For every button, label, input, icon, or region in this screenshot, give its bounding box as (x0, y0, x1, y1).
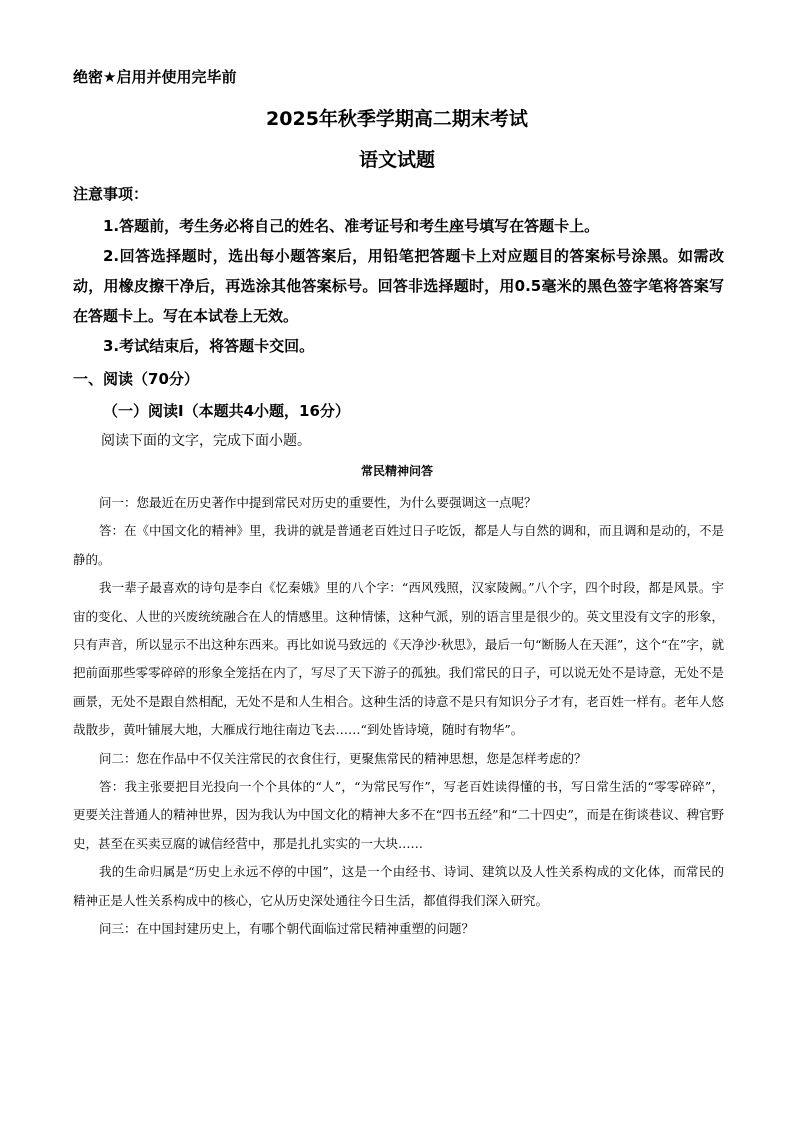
passage-paragraph: 我一辈子最喜欢的诗句是李白《忆秦娥》里的八个字：“西风残照，汉家陵阙。”八个字，四个时段，都是风景。宇宙的变化、人世的兴废统统融合在人的情感里。这种情愫，这种气派，别的语言里是很少的。英文里没有文字的形象，只有声音，所以显示不出这种东西来。再比如说马致远的《天净沙·秋思》，最后一句“断肠人在天涯”，这个“在”字，就把前面那些零零碎碎的形象全笼括在内了，写尽了天下游子的孤独。我们常民的日子，可以说无处不是诗意，无处不是画景，无处不是跟自然相配，无处不是和人生相合。这种生活的诗意不是只有知识分子才有，老百姓一样有。老年人悠哉散步，黄叶铺展大地，大雁成行地往南边飞去……“到处皆诗境，随时有物华”。 (73, 580, 724, 738)
section-heading: 一、阅读（70分） (73, 370, 199, 388)
exam-subtitle: 语文试题 (358, 149, 435, 171)
reading-instruction: 阅读下面的文字，完成下面小题。 (101, 433, 311, 449)
confidential-label: 绝密★启用并使用完毕前 (73, 68, 237, 86)
passage-paragraph: 答：在《中国文化的精神》里，我讲的就是普通老百姓过日子吃饭，都是人与自然的调和，而且调和是动的，不是静的。 (73, 523, 725, 567)
passage-body (73, 489, 724, 944)
notes-list (73, 211, 724, 361)
note-item: 3.考试结束后，将答题卡交回。 (103, 337, 315, 355)
passage-paragraph: 我的生命归属是“历史上永远不停的中国”，这是一个由经书、诗词、建筑以及人性关系构成的文化体，而常民的精神正是人性关系构成中的核心，它从历史深处通往今日生活，都值得我们深入研究。 (73, 864, 724, 908)
exam-title: 2025年秋季学期高二期末考试 (266, 108, 528, 130)
passage-paragraph: 答：我主张要把目光投向一个个具体的“人”，“为常民写作”，写老百姓读得懂的书，写日常生活的“零零碎碎”，更要关注普通人的精神世界，因为我认为中国文化的精神大多不在“四书五经”和“二十四史”，而是在街谈巷议、稗官野史，甚至在买卖豆腐的诚信经营中，那是扎扎实实的一大块…… (73, 779, 724, 851)
note-item: 2.回答选择题时，选出每小题答案后，用铅笔把答题卡上对应题目的答案标号涂黑。如需改动，用橡皮擦干净后，再选涂其他答案标号。回答非选择题时，用0.5毫米的黑色签字笔将答案写在答题卡上。写在本试卷上无效。 (73, 247, 724, 325)
subsection-heading: （一）阅读Ⅰ（本题共4小题，16分） (103, 402, 350, 420)
note-item: 1.答题前，考生务必将自己的姓名、准考证号和考生座号填写在答题卡上。 (103, 217, 600, 235)
passage-title: 常民精神问答 (360, 464, 433, 478)
passage-paragraph: 问三：在中国封建历史上，有哪个朝代面临过常民精神重塑的问题？ (99, 921, 475, 937)
notes-heading: 注意事项： (73, 185, 149, 203)
passage-paragraph: 问一：您最近在历史著作中提到常民对历史的重要性，为什么要强调这一点呢？ (99, 495, 537, 510)
passage-paragraph: 问二：您在作品中不仅关注常民的衣食住行，更聚焦常民的精神思想，您是怎样考虑的？ (99, 750, 587, 766)
